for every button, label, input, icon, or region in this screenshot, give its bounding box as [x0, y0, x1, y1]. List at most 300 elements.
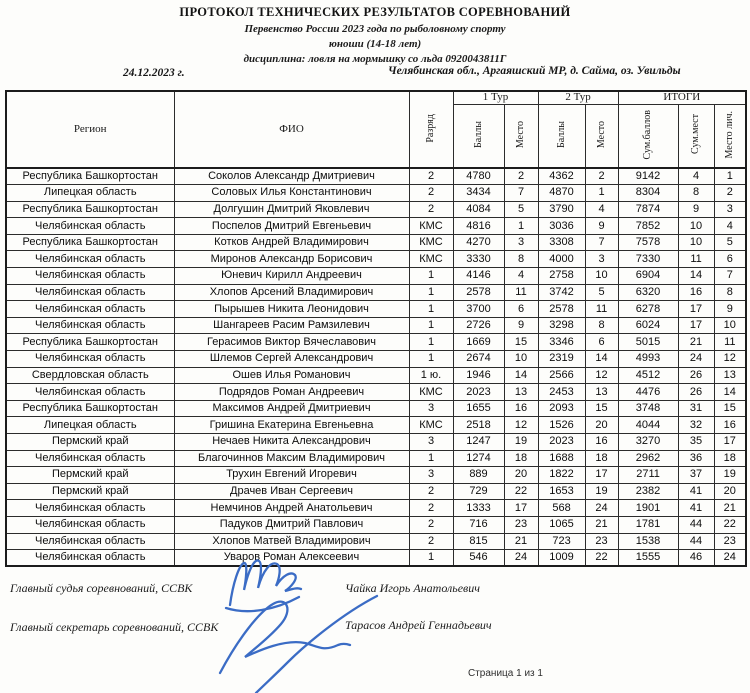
judge-name: Чайка Игорь Анатольевич	[345, 581, 480, 595]
cell-tour1-mesto: 11	[504, 284, 538, 301]
table-row	[6, 483, 746, 500]
cell-tour1-mesto: 21	[504, 533, 538, 550]
cell-tour1-bally: 2726	[453, 317, 504, 334]
cell-fio: Трухин Евгений Игоревич	[174, 467, 409, 484]
document-subtitle-event: Первенство России 2023 года по рыболовному спорту	[244, 23, 506, 35]
cell-mesto-lich: 1	[714, 168, 746, 185]
table-row	[6, 168, 746, 185]
cell-sum-mest: 31	[678, 400, 714, 417]
cell-sum-ballov: 5015	[618, 334, 678, 351]
cell-tour2-mesto: 21	[585, 516, 618, 533]
cell-tour1-bally: 1655	[453, 400, 504, 417]
cell-tour1-bally: 2518	[453, 417, 504, 434]
cell-region: Свердловская область	[6, 367, 174, 384]
cell-sum-ballov: 4044	[618, 417, 678, 434]
cell-sum-ballov: 4993	[618, 351, 678, 368]
cell-mesto-lich: 2	[714, 185, 746, 202]
cell-tour2-bally: 3790	[538, 201, 585, 218]
cell-tour1-mesto: 7	[504, 185, 538, 202]
cell-tour2-bally: 2758	[538, 268, 585, 285]
column-header-tour1-bally	[453, 104, 504, 168]
cell-razryad: 3	[409, 467, 453, 484]
cell-mesto-lich: 3	[714, 201, 746, 218]
cell-tour1-mesto: 4	[504, 268, 538, 285]
cell-tour1-bally: 1669	[453, 334, 504, 351]
cell-tour1-bally: 716	[453, 516, 504, 533]
table-row	[6, 185, 746, 202]
secretary-role-label: Главный секретарь соревнований, ССВК	[10, 620, 219, 634]
cell-tour2-mesto: 14	[585, 351, 618, 368]
cell-fio: Шангареев Расим Рамзилевич	[174, 317, 409, 334]
cell-sum-mest: 35	[678, 434, 714, 451]
tour1-mesto-label: Место	[515, 120, 526, 148]
document-date: 24.12.2023 г.	[123, 67, 185, 79]
cell-region: Липецкая область	[6, 417, 174, 434]
cell-fio: Ошев Илья Романович	[174, 367, 409, 384]
cell-tour1-bally: 2023	[453, 384, 504, 401]
column-header-razryad-label: Разряд	[425, 113, 436, 143]
cell-tour1-mesto: 1	[504, 218, 538, 235]
table-row	[6, 450, 746, 467]
cell-tour1-bally: 2674	[453, 351, 504, 368]
cell-sum-ballov: 1555	[618, 550, 678, 567]
cell-fio: Пырышев Никита Леонидович	[174, 301, 409, 318]
cell-region: Липецкая область	[6, 185, 174, 202]
cell-sum-ballov: 7330	[618, 251, 678, 268]
cell-tour2-bally: 4000	[538, 251, 585, 268]
cell-sum-ballov: 2382	[618, 483, 678, 500]
table-row	[6, 268, 746, 285]
table-row	[6, 550, 746, 567]
cell-sum-mest: 10	[678, 234, 714, 251]
cell-tour2-mesto: 20	[585, 417, 618, 434]
cell-sum-mest: 36	[678, 450, 714, 467]
cell-razryad: 3	[409, 434, 453, 451]
cell-tour1-mesto: 10	[504, 351, 538, 368]
cell-region: Республика Башкортостан	[6, 400, 174, 417]
cell-fio: Шлемов Сергей Александрович	[174, 351, 409, 368]
cell-fio: Гришина Екатерина Евгеньевна	[174, 417, 409, 434]
cell-fio: Юневич Кирилл Андреевич	[174, 268, 409, 285]
cell-sum-ballov: 1901	[618, 500, 678, 517]
cell-tour2-mesto: 8	[585, 317, 618, 334]
cell-sum-mest: 16	[678, 284, 714, 301]
sum-ballov-label: Сум.баллов	[642, 109, 654, 159]
cell-tour2-mesto: 11	[585, 301, 618, 318]
cell-mesto-lich: 20	[714, 483, 746, 500]
cell-tour1-bally: 546	[453, 550, 504, 567]
cell-mesto-lich: 16	[714, 417, 746, 434]
cell-fio: Котков Андрей Владимирович	[174, 234, 409, 251]
cell-razryad: 1	[409, 450, 453, 467]
cell-razryad: 1 ю.	[409, 367, 453, 384]
cell-tour1-mesto: 15	[504, 334, 538, 351]
cell-fio: Максимов Андрей Дмитриевич	[174, 400, 409, 417]
cell-tour1-mesto: 20	[504, 467, 538, 484]
cell-tour1-mesto: 2	[504, 168, 538, 185]
cell-sum-ballov: 3270	[618, 434, 678, 451]
cell-sum-mest: 26	[678, 384, 714, 401]
cell-tour1-mesto: 23	[504, 516, 538, 533]
cell-tour1-bally: 3434	[453, 185, 504, 202]
table-row	[6, 301, 746, 318]
cell-tour2-mesto: 12	[585, 367, 618, 384]
cell-sum-mest: 41	[678, 500, 714, 517]
table-row	[6, 467, 746, 484]
cell-sum-mest: 24	[678, 351, 714, 368]
cell-tour1-mesto: 22	[504, 483, 538, 500]
cell-mesto-lich: 13	[714, 367, 746, 384]
cell-tour2-mesto: 3	[585, 251, 618, 268]
cell-region: Челябинская область	[6, 317, 174, 334]
cell-fio: Немчинов Андрей Анатольевич	[174, 500, 409, 517]
cell-sum-ballov: 2711	[618, 467, 678, 484]
cell-tour2-mesto: 5	[585, 284, 618, 301]
cell-razryad: 1	[409, 334, 453, 351]
table-row	[6, 334, 746, 351]
cell-mesto-lich: 24	[714, 550, 746, 567]
cell-tour1-bally: 1247	[453, 434, 504, 451]
tour2-mesto-label: Место	[595, 120, 607, 148]
cell-tour2-mesto: 23	[585, 533, 618, 550]
cell-tour1-mesto: 8	[504, 251, 538, 268]
column-header-razryad	[409, 91, 453, 168]
cell-tour1-mesto: 24	[504, 550, 538, 567]
cell-mesto-lich: 10	[714, 317, 746, 334]
cell-razryad: 1	[409, 284, 453, 301]
cell-sum-ballov: 4476	[618, 384, 678, 401]
cell-sum-ballov: 2962	[618, 450, 678, 467]
cell-razryad: КМС	[409, 384, 453, 401]
cell-region: Челябинская область	[6, 301, 174, 318]
cell-tour2-bally: 3036	[538, 218, 585, 235]
cell-sum-mest: 9	[678, 201, 714, 218]
cell-tour2-mesto: 10	[585, 268, 618, 285]
cell-mesto-lich: 5	[714, 234, 746, 251]
cell-fio: Соловых Илья Константинович	[174, 185, 409, 202]
cell-region: Республика Башкортостан	[6, 168, 174, 185]
cell-tour2-mesto: 17	[585, 467, 618, 484]
cell-mesto-lich: 4	[714, 218, 746, 235]
cell-razryad: 3	[409, 400, 453, 417]
table-row	[6, 218, 746, 235]
table-row	[6, 201, 746, 218]
cell-sum-ballov: 3748	[618, 400, 678, 417]
cell-tour2-bally: 1065	[538, 516, 585, 533]
column-header-region: Регион	[6, 91, 174, 168]
cell-region: Пермский край	[6, 434, 174, 451]
cell-sum-mest: 32	[678, 417, 714, 434]
cell-sum-mest: 46	[678, 550, 714, 567]
mesto-lich-label: Место лич.	[723, 110, 735, 158]
table-row	[6, 251, 746, 268]
cell-sum-mest: 17	[678, 301, 714, 318]
cell-tour2-bally: 2578	[538, 301, 585, 318]
cell-fio: Поспелов Дмитрий Евгеньевич	[174, 218, 409, 235]
document-subtitle-discipline: дисциплина: ловля на мормышку со льда 0920043811Г	[243, 53, 507, 65]
cell-razryad: КМС	[409, 234, 453, 251]
cell-razryad: КМС	[409, 218, 453, 235]
cell-sum-ballov: 7874	[618, 201, 678, 218]
cell-mesto-lich: 21	[714, 500, 746, 517]
cell-sum-mest: 14	[678, 268, 714, 285]
table-row	[6, 434, 746, 451]
cell-tour2-bally: 568	[538, 500, 585, 517]
cell-tour2-bally: 4870	[538, 185, 585, 202]
cell-razryad: 2	[409, 500, 453, 517]
cell-tour2-bally: 2566	[538, 367, 585, 384]
cell-region: Челябинская область	[6, 351, 174, 368]
cell-tour2-mesto: 2	[585, 168, 618, 185]
table-row	[6, 417, 746, 434]
cell-sum-mest: 41	[678, 483, 714, 500]
cell-tour1-bally: 4270	[453, 234, 504, 251]
cell-tour1-mesto: 9	[504, 317, 538, 334]
cell-sum-ballov: 4512	[618, 367, 678, 384]
cell-tour1-mesto: 3	[504, 234, 538, 251]
judge-signature-icon	[226, 560, 301, 611]
cell-fio: Соколов Александр Дмитриевич	[174, 168, 409, 185]
table-row	[6, 234, 746, 251]
cell-razryad: 1	[409, 317, 453, 334]
cell-tour2-mesto: 7	[585, 234, 618, 251]
cell-sum-mest: 8	[678, 185, 714, 202]
cell-fio: Герасимов Виктор Вячеславович	[174, 334, 409, 351]
cell-tour2-bally: 1822	[538, 467, 585, 484]
cell-sum-ballov: 1781	[618, 516, 678, 533]
cell-region: Челябинская область	[6, 450, 174, 467]
table-group-header-row	[6, 91, 746, 104]
cell-sum-mest: 37	[678, 467, 714, 484]
cell-sum-ballov: 9142	[618, 168, 678, 185]
results-table	[5, 90, 747, 567]
cell-fio: Благочиннов Максим Владимирович	[174, 450, 409, 467]
cell-tour2-bally: 1009	[538, 550, 585, 567]
cell-razryad: 2	[409, 483, 453, 500]
cell-mesto-lich: 12	[714, 351, 746, 368]
cell-tour1-bally: 1274	[453, 450, 504, 467]
cell-razryad: 2	[409, 516, 453, 533]
cell-region: Челябинская область	[6, 533, 174, 550]
group-header-tour1: 1 Тур	[453, 91, 538, 104]
cell-razryad: 2	[409, 201, 453, 218]
cell-sum-ballov: 6278	[618, 301, 678, 318]
cell-mesto-lich: 22	[714, 516, 746, 533]
column-header-sum-mest	[678, 104, 714, 168]
cell-mesto-lich: 11	[714, 334, 746, 351]
document-subtitle-category: юноши (14-18 лет)	[328, 38, 422, 50]
table-row	[6, 384, 746, 401]
cell-mesto-lich: 9	[714, 301, 746, 318]
cell-tour1-bally: 1946	[453, 367, 504, 384]
table-row	[6, 284, 746, 301]
table-row	[6, 367, 746, 384]
group-header-tour2: 2 Тур	[538, 91, 618, 104]
cell-sum-mest: 26	[678, 367, 714, 384]
cell-region: Челябинская область	[6, 516, 174, 533]
cell-tour1-mesto: 13	[504, 384, 538, 401]
group-header-totals: ИТОГИ	[618, 91, 746, 104]
cell-tour2-mesto: 13	[585, 384, 618, 401]
cell-tour1-bally: 1333	[453, 500, 504, 517]
cell-tour1-mesto: 19	[504, 434, 538, 451]
cell-razryad: 2	[409, 533, 453, 550]
cell-tour1-bally: 4780	[453, 168, 504, 185]
cell-tour2-bally: 3346	[538, 334, 585, 351]
column-header-fio: ФИО	[174, 91, 409, 168]
cell-tour2-mesto: 1	[585, 185, 618, 202]
cell-tour1-bally: 889	[453, 467, 504, 484]
secretary-name: Тарасов Андрей Геннадьевич	[345, 618, 492, 632]
cell-tour2-bally: 1688	[538, 450, 585, 467]
cell-razryad: 2	[409, 185, 453, 202]
cell-tour2-bally: 3742	[538, 284, 585, 301]
cell-sum-ballov: 7852	[618, 218, 678, 235]
column-header-tour1-mesto	[504, 104, 538, 168]
cell-mesto-lich: 19	[714, 467, 746, 484]
cell-tour2-mesto: 4	[585, 201, 618, 218]
cell-tour1-bally: 3700	[453, 301, 504, 318]
cell-mesto-lich: 23	[714, 533, 746, 550]
cell-sum-ballov: 6024	[618, 317, 678, 334]
cell-sum-mest: 17	[678, 317, 714, 334]
cell-region: Челябинская область	[6, 550, 174, 567]
secretary-signature-icon	[220, 596, 377, 693]
cell-region: Челябинская область	[6, 251, 174, 268]
cell-fio: Подрядов Роман Андреевич	[174, 384, 409, 401]
cell-tour2-bally: 2023	[538, 434, 585, 451]
table-row	[6, 516, 746, 533]
cell-mesto-lich: 14	[714, 384, 746, 401]
results-table-body	[6, 168, 746, 566]
column-header-sum-ballov	[618, 104, 678, 168]
cell-razryad: 1	[409, 550, 453, 567]
cell-fio: Нечаев Никита Александрович	[174, 434, 409, 451]
cell-sum-ballov: 8304	[618, 185, 678, 202]
table-row	[6, 400, 746, 417]
table-row	[6, 500, 746, 517]
cell-tour2-mesto: 24	[585, 500, 618, 517]
cell-mesto-lich: 15	[714, 400, 746, 417]
cell-tour2-bally: 3308	[538, 234, 585, 251]
cell-sum-mest: 44	[678, 516, 714, 533]
cell-tour2-mesto: 18	[585, 450, 618, 467]
cell-sum-ballov: 6320	[618, 284, 678, 301]
cell-razryad: КМС	[409, 251, 453, 268]
cell-sum-ballov: 6904	[618, 268, 678, 285]
cell-region: Челябинская область	[6, 500, 174, 517]
cell-tour2-mesto: 6	[585, 334, 618, 351]
tour1-bally-label: Баллы	[472, 120, 484, 148]
cell-tour1-mesto: 5	[504, 201, 538, 218]
cell-tour1-bally: 3330	[453, 251, 504, 268]
cell-sum-ballov: 1538	[618, 533, 678, 550]
column-header-tour2-mesto	[585, 104, 618, 168]
judge-role-label: Главный судья соревнований, ССВК	[10, 581, 193, 595]
cell-tour2-mesto: 16	[585, 434, 618, 451]
document-location: Челябинская обл., Аргаяшский МР, д. Сайма, оз. Увильды	[388, 65, 681, 77]
cell-fio: Хлопов Матвей Владимирович	[174, 533, 409, 550]
cell-fio: Уваров Роман Алексеевич	[174, 550, 409, 567]
cell-region: Пермский край	[6, 483, 174, 500]
cell-sum-mest: 21	[678, 334, 714, 351]
cell-tour2-bally: 2093	[538, 400, 585, 417]
cell-region: Челябинская область	[6, 384, 174, 401]
cell-tour1-mesto: 17	[504, 500, 538, 517]
cell-tour1-bally: 815	[453, 533, 504, 550]
cell-mesto-lich: 17	[714, 434, 746, 451]
cell-tour1-mesto: 18	[504, 450, 538, 467]
cell-razryad: 2	[409, 168, 453, 185]
cell-region: Республика Башкортостан	[6, 201, 174, 218]
cell-razryad: КМС	[409, 417, 453, 434]
cell-razryad: 1	[409, 351, 453, 368]
cell-tour1-mesto: 16	[504, 400, 538, 417]
cell-sum-mest: 11	[678, 251, 714, 268]
cell-tour1-bally: 4816	[453, 218, 504, 235]
cell-tour2-bally: 3298	[538, 317, 585, 334]
cell-region: Челябинская область	[6, 218, 174, 235]
cell-region: Пермский край	[6, 467, 174, 484]
table-row	[6, 351, 746, 368]
cell-mesto-lich: 18	[714, 450, 746, 467]
cell-fio: Миронов Александр Борисович	[174, 251, 409, 268]
cell-tour1-mesto: 6	[504, 301, 538, 318]
document-title: ПРОТОКОЛ ТЕХНИЧЕСКИХ РЕЗУЛЬТАТОВ СОРЕВНОВАНИЙ	[179, 5, 571, 19]
cell-razryad: 1	[409, 301, 453, 318]
cell-tour1-bally: 2578	[453, 284, 504, 301]
page-number-label: Страница 1 из 1	[468, 668, 543, 679]
tour2-bally-label: Баллы	[555, 120, 567, 148]
cell-sum-mest: 44	[678, 533, 714, 550]
cell-tour1-mesto: 12	[504, 417, 538, 434]
column-header-mesto-lich	[714, 104, 746, 168]
cell-tour2-bally: 4362	[538, 168, 585, 185]
cell-mesto-lich: 8	[714, 284, 746, 301]
cell-mesto-lich: 6	[714, 251, 746, 268]
cell-tour1-bally: 4146	[453, 268, 504, 285]
cell-razryad: 1	[409, 268, 453, 285]
cell-region: Челябинская область	[6, 284, 174, 301]
cell-tour1-bally: 729	[453, 483, 504, 500]
cell-tour1-bally: 4084	[453, 201, 504, 218]
cell-region: Челябинская область	[6, 268, 174, 285]
cell-tour2-mesto: 9	[585, 218, 618, 235]
cell-fio: Падуков Дмитрий Павлович	[174, 516, 409, 533]
cell-tour2-bally: 1526	[538, 417, 585, 434]
cell-region: Республика Башкортостан	[6, 334, 174, 351]
cell-tour2-bally: 2453	[538, 384, 585, 401]
cell-fio: Хлопов Арсений Владимирович	[174, 284, 409, 301]
cell-tour2-mesto: 19	[585, 483, 618, 500]
cell-fio: Драчев Иван Сергеевич	[174, 483, 409, 500]
cell-tour1-mesto: 14	[504, 367, 538, 384]
cell-tour2-bally: 723	[538, 533, 585, 550]
cell-fio: Долгушин Дмитрий Яковлевич	[174, 201, 409, 218]
cell-region: Республика Башкортостан	[6, 234, 174, 251]
cell-sum-mest: 4	[678, 168, 714, 185]
cell-tour2-mesto: 22	[585, 550, 618, 567]
document-header	[0, 5, 750, 65]
cell-tour2-bally: 1653	[538, 483, 585, 500]
table-row	[6, 533, 746, 550]
cell-sum-mest: 10	[678, 218, 714, 235]
cell-mesto-lich: 7	[714, 268, 746, 285]
table-row	[6, 317, 746, 334]
sum-mest-label: Сум.мест	[690, 114, 702, 155]
cell-tour2-mesto: 15	[585, 400, 618, 417]
cell-sum-ballov: 7578	[618, 234, 678, 251]
